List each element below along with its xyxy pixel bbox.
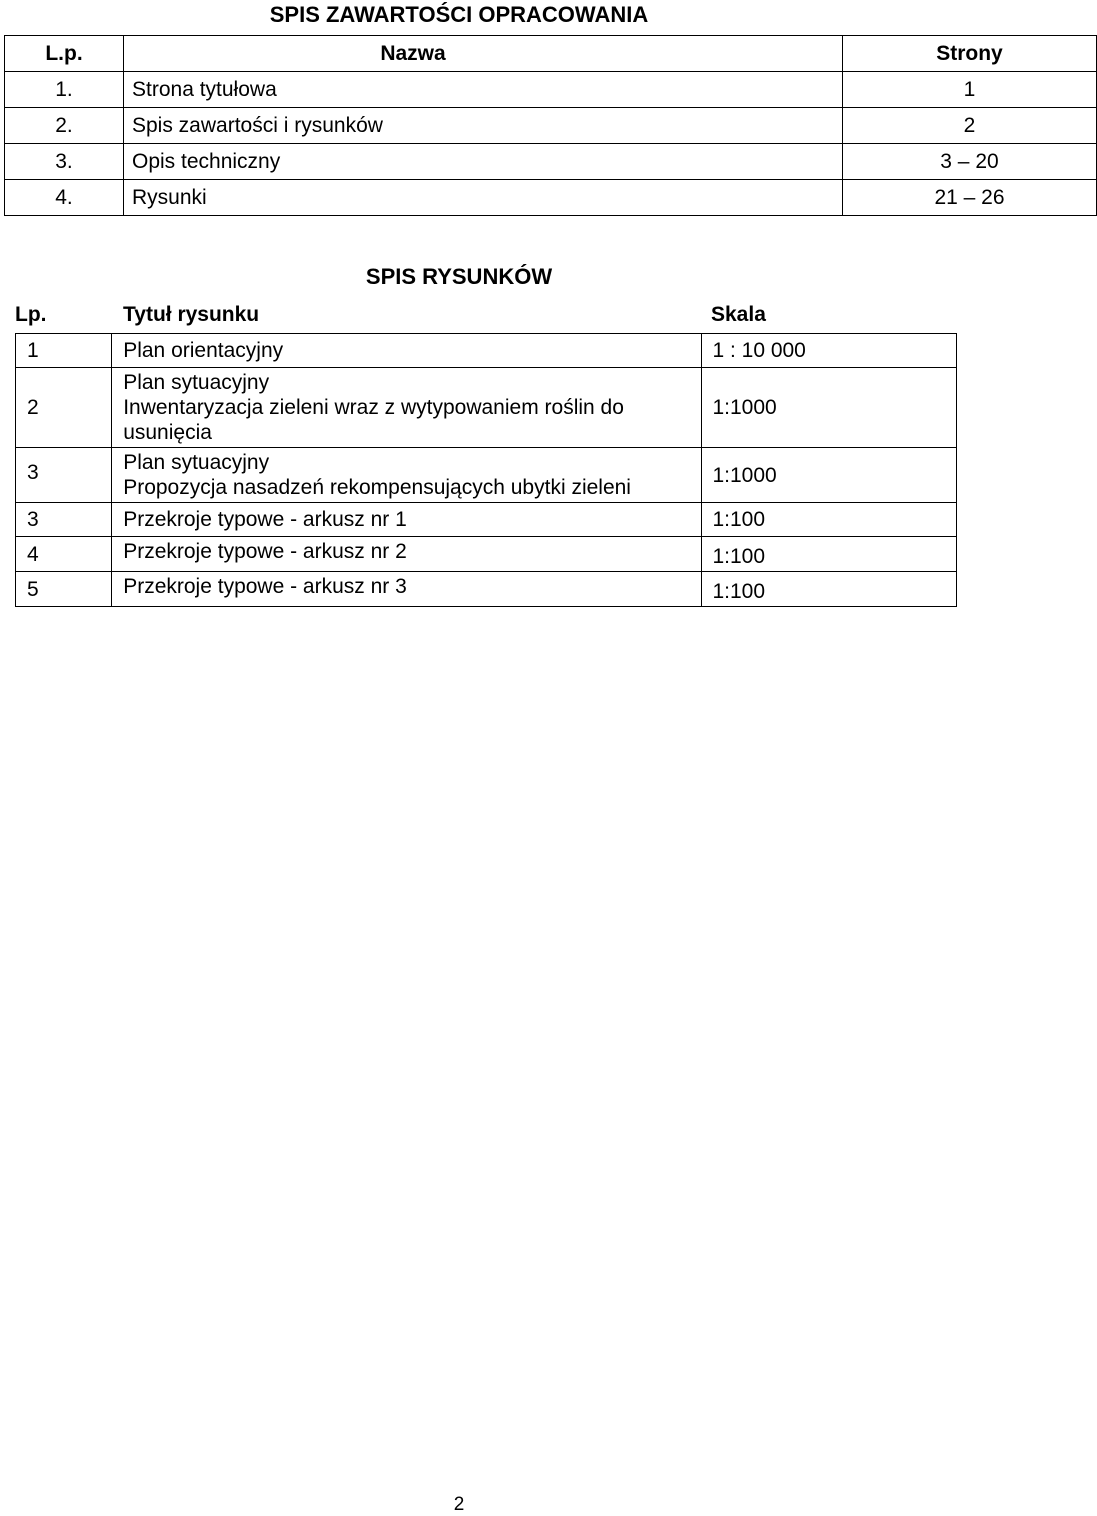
toc-lp: 4.: [5, 180, 124, 216]
toc-name: Opis techniczny: [124, 144, 843, 180]
table-row: [16, 572, 957, 607]
table-row: [16, 368, 957, 448]
drawings-title: SPIS RYSUNKÓW: [365, 264, 553, 289]
drawing-title-line2: Inwentaryzacja zieleni wraz z wytypowaniem roślin do usunięcia: [123, 396, 624, 444]
toc-pages: 21 – 26: [843, 180, 1097, 216]
table-row: [16, 448, 957, 503]
drawing-title-line1: Plan orientacyjny: [123, 339, 284, 362]
drawing-scale: 1:1000: [702, 448, 957, 503]
table-row: [16, 334, 957, 368]
toc-lp: 1.: [5, 72, 124, 108]
table-row: [5, 108, 1097, 144]
table-row: [16, 503, 957, 537]
drawing-scale: 1:100: [702, 537, 957, 572]
toc-pages: 2: [843, 108, 1097, 144]
drawing-title-line1: Przekroje typowe - arkusz nr 3: [123, 575, 407, 598]
drawing-title-line1: Przekroje typowe - arkusz nr 2: [123, 540, 407, 563]
toc-name: Spis zawartości i rysunków: [124, 108, 843, 144]
toc-lp: 3.: [5, 144, 124, 180]
toc-header-row: [5, 36, 1097, 72]
drawing-title: [112, 503, 702, 537]
table-row: [16, 537, 957, 572]
toc-header-pages: Strony: [843, 36, 1097, 72]
toc-header-lp: L.p.: [5, 36, 124, 72]
drawing-lp: 3: [16, 503, 112, 537]
toc-title: SPIS ZAWARTOŚCI OPRACOWANIA: [269, 2, 649, 27]
toc-lp: 2.: [5, 108, 124, 144]
drawing-lp: 5: [16, 572, 112, 607]
drawing-title: [112, 537, 702, 572]
drawings-header-title: Tytuł rysunku: [123, 303, 260, 326]
toc-name: Rysunki: [124, 180, 843, 216]
toc-table: [4, 35, 1097, 216]
drawing-scale: 1:100: [702, 503, 957, 537]
drawing-title: [112, 334, 702, 368]
table-row: [5, 180, 1097, 216]
drawings-header-scale: Skala: [711, 303, 766, 326]
drawing-title-line1: Przekroje typowe - arkusz nr 1: [123, 508, 407, 531]
drawing-scale: 1:1000: [702, 368, 957, 448]
drawing-title-line1: Plan sytuacyjny: [123, 451, 270, 474]
drawings-header-lp: Lp.: [15, 303, 47, 326]
toc-name: Strona tytułowa: [124, 72, 843, 108]
toc-header-name: Nazwa: [124, 36, 843, 72]
drawing-lp: 1: [16, 334, 112, 368]
drawing-title-line2: Propozycja nasadzeń rekompensujących ubytki zieleni: [123, 476, 631, 499]
toc-pages: 3 – 20: [843, 144, 1097, 180]
table-row: [5, 144, 1097, 180]
drawing-title: [112, 368, 702, 448]
drawing-lp: 4: [16, 537, 112, 572]
page-number: 2: [453, 1494, 465, 1515]
drawing-scale: 1 : 10 000: [702, 334, 957, 368]
drawing-lp: 3: [16, 448, 112, 503]
table-row: [5, 72, 1097, 108]
drawing-title: [112, 572, 702, 607]
drawing-lp: 2: [16, 368, 112, 448]
toc-pages: 1: [843, 72, 1097, 108]
drawing-title: [112, 448, 702, 503]
drawing-scale: 1:100: [702, 572, 957, 607]
drawings-table: [15, 333, 957, 607]
drawing-title-line1: Plan sytuacyjny: [123, 371, 270, 394]
